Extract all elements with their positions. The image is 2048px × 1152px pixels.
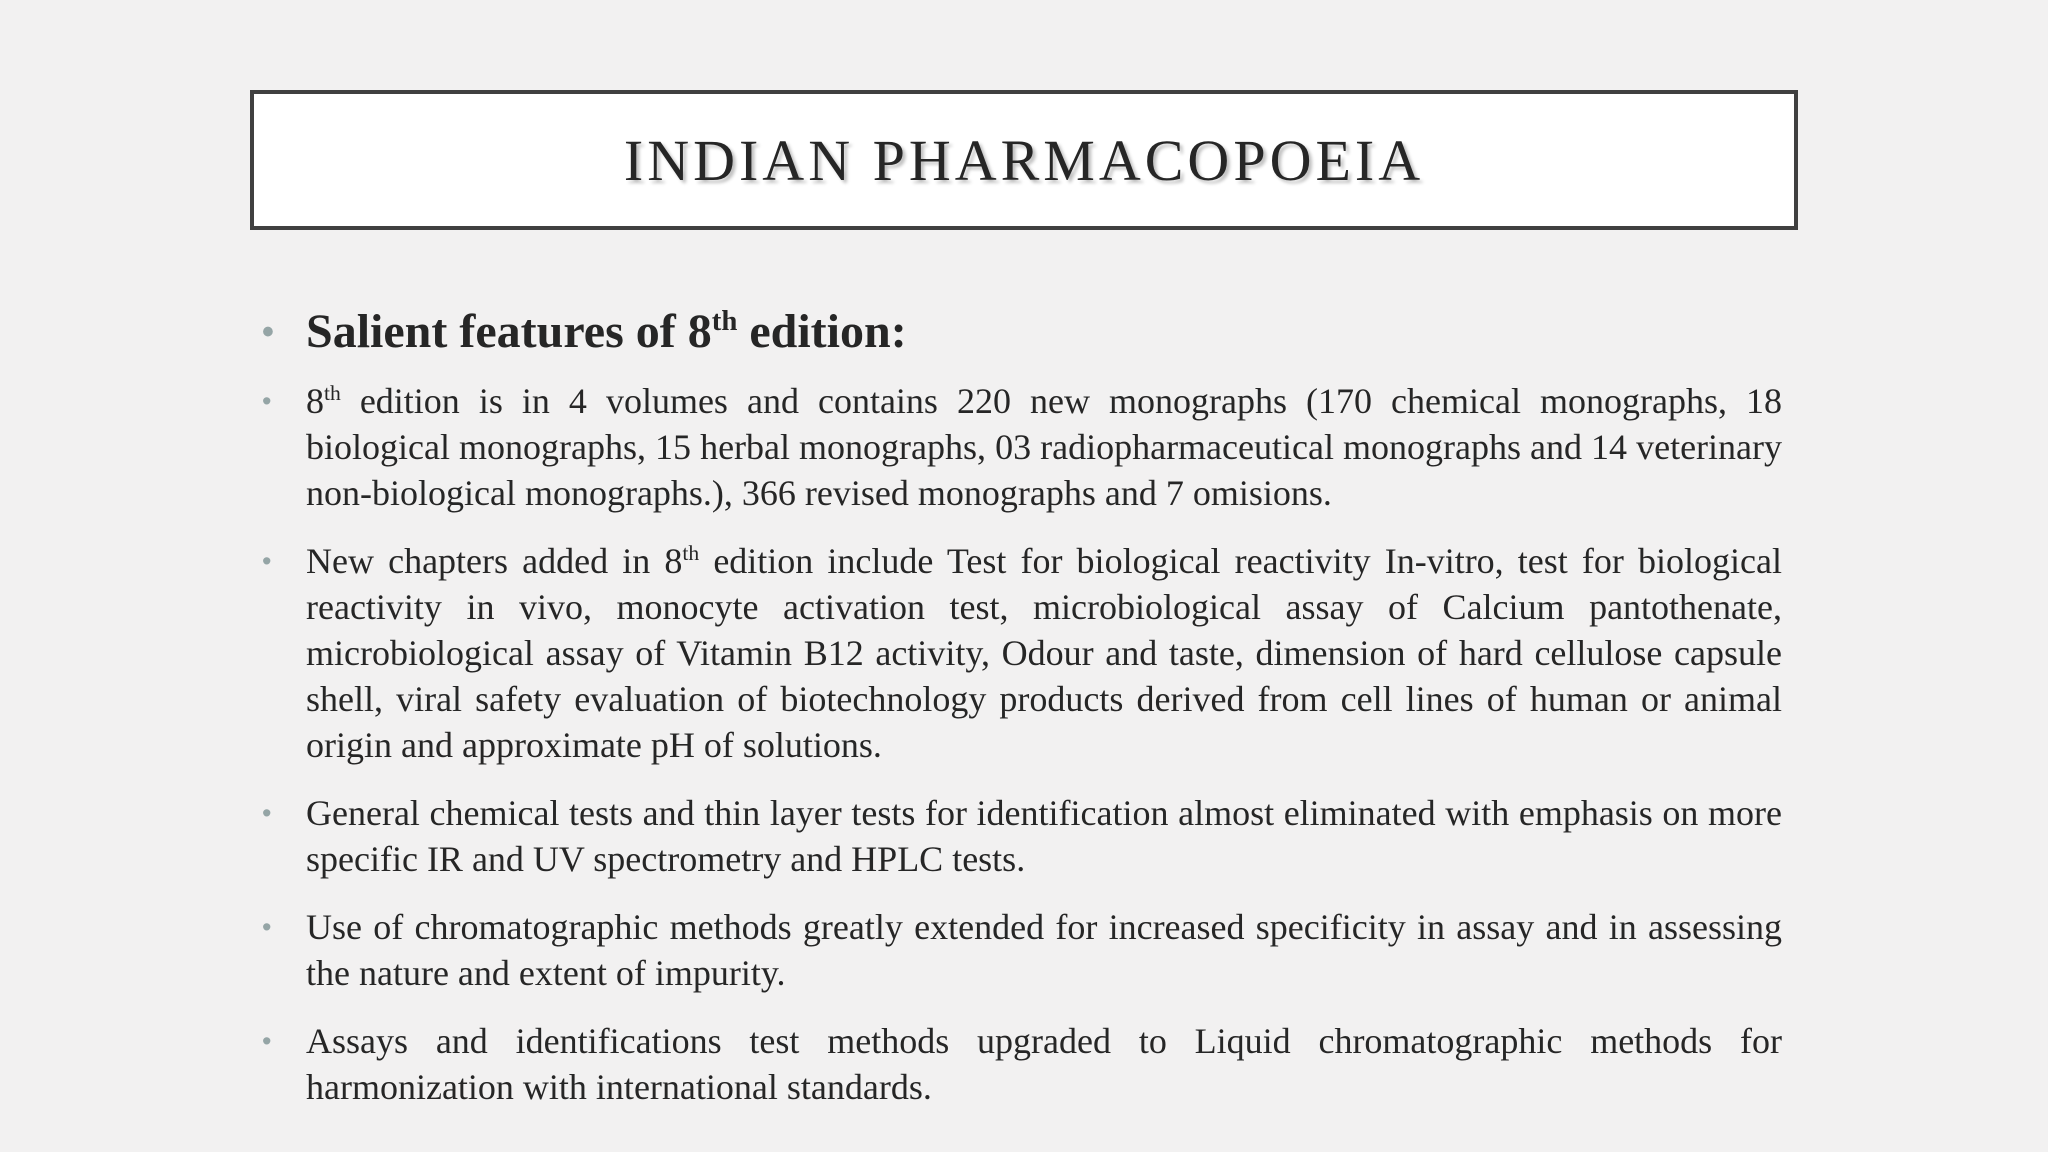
section-heading: [262, 300, 1782, 364]
bullet-icon: •: [262, 313, 274, 351]
bullet-item-chromatographic: [262, 904, 1782, 996]
bullet-icon: •: [262, 546, 272, 576]
bullet-item-new-chapters: [262, 538, 1782, 768]
bullet-superscript: th: [324, 381, 341, 405]
bullet-icon: •: [262, 1026, 272, 1056]
bullet-text-end: edition is in 4 volumes and contains 220 new monographs (170 chemical monographs, 18 biological monographs, 15 herbal monographs, 03 radiopharmaceutical monographs and 14 veterinary non-biological monographs.), 366 revised monographs and 7 omisions.: [306, 381, 1782, 513]
bullet-text-start: 8: [306, 381, 324, 421]
bullet-item-chemical-tests: [262, 790, 1782, 882]
heading-text-end: edition:: [737, 305, 907, 358]
bullet-text-end: edition include Test for biological reactivity In-vitro, test for biological reactivity in vivo, monocyte activation test, microbiological assay of Calcium pantothenate, microbiological assay of Vitamin B12 activity, Odour and taste, dimension of hard cellulose capsule shell, viral safety evaluation of biotechnology products derived from cell lines of human or animal origin and approximate pH of solutions.: [306, 541, 1782, 765]
bullet-item-volumes: [262, 378, 1782, 516]
bullet-text: Assays and identifications test methods upgraded to Liquid chromatographic methods for harmonization with international standards.: [306, 1021, 1782, 1107]
bullet-item-assays: [262, 1018, 1782, 1110]
bullet-superscript: th: [682, 541, 700, 565]
bullet-icon: •: [262, 386, 272, 416]
slide-title: INDIAN PHARMACOPOEIA: [623, 127, 1425, 193]
bullet-text: Use of chromatographic methods greatly extended for increased specificity in assay and in assessing the nature and extent of impurity.: [306, 907, 1782, 993]
bullet-text-start: New chapters added in 8: [306, 541, 683, 581]
bullet-icon: •: [262, 912, 272, 942]
bullet-text: General chemical tests and thin layer tests for identification almost eliminated with emphasis on more specific IR and UV spectrometry and HPLC tests.: [306, 793, 1782, 879]
heading-superscript: th: [711, 305, 738, 337]
heading-text-start: Salient features of 8: [306, 305, 712, 358]
title-box: [250, 90, 1798, 230]
content-area: [262, 300, 1782, 1132]
bullet-icon: •: [262, 798, 272, 828]
